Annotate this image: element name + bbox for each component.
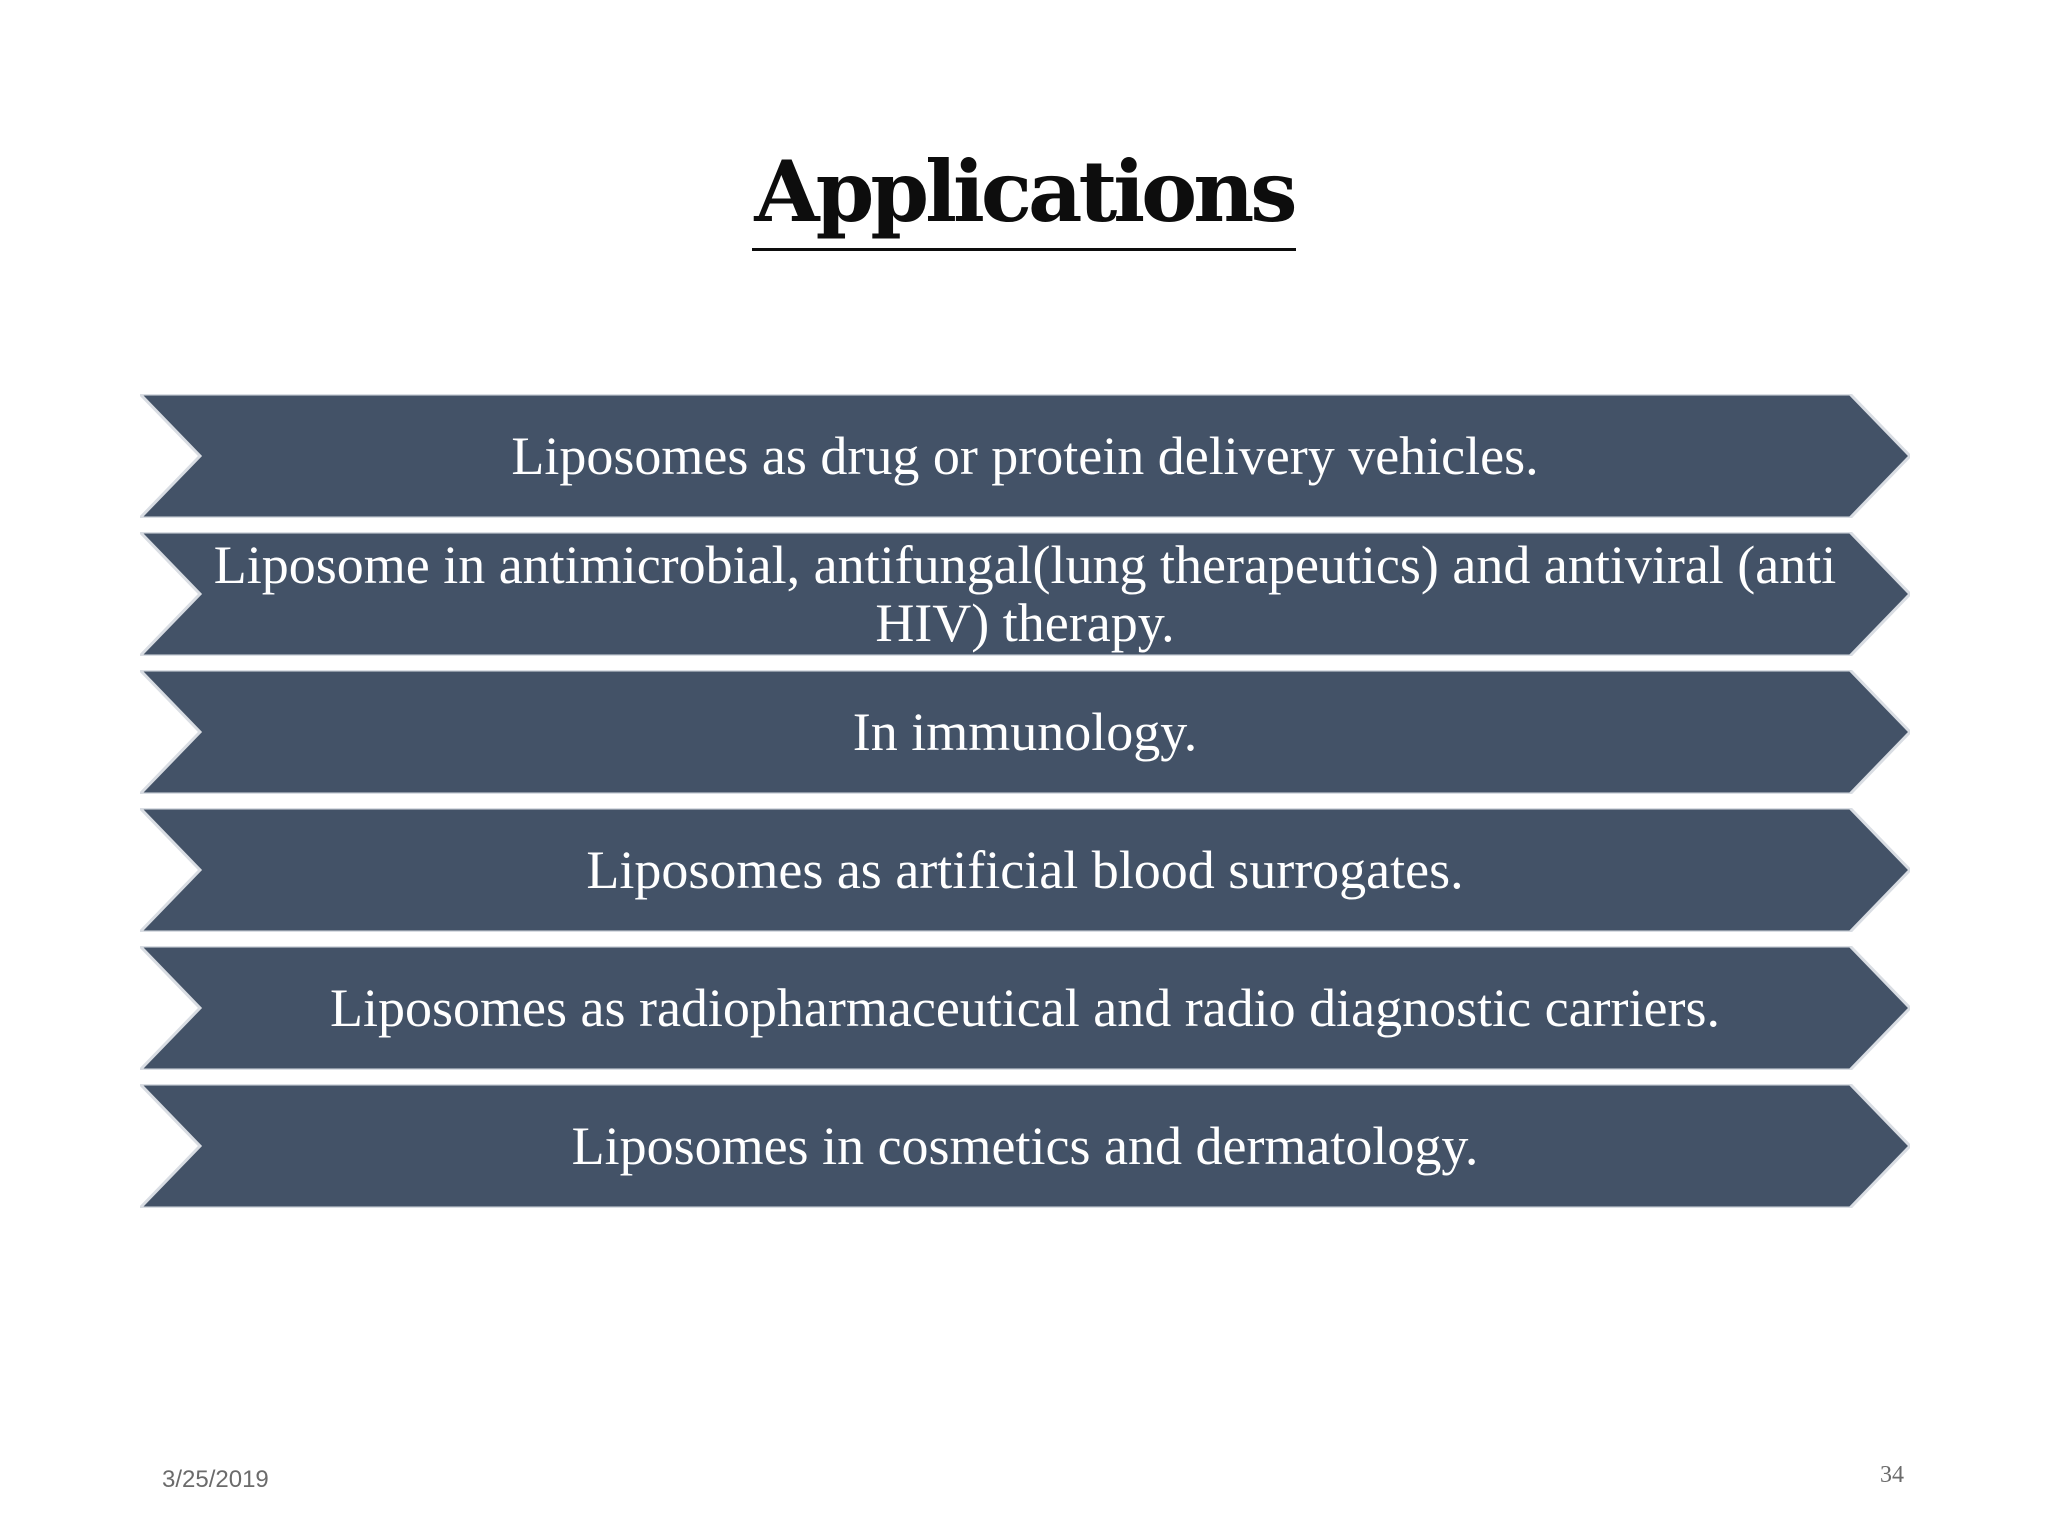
chevron-item	[140, 946, 1910, 1070]
chevron-label: Liposomes as artificial blood surrogates.	[586, 840, 1464, 900]
chevron-item	[140, 1084, 1910, 1208]
chevron-label: Liposomes as radiopharmaceutical and radio diagnostic carriers.	[330, 978, 1720, 1038]
footer-date: 3/25/2019	[162, 1466, 269, 1493]
chevron-list	[140, 394, 1910, 1222]
slide-title	[0, 132, 2048, 252]
chevron-label: In immunology.	[852, 702, 1198, 762]
chevron-item	[140, 808, 1910, 932]
chevron-item	[140, 394, 1910, 518]
chevron-item	[140, 670, 1910, 794]
chevron-label: Liposomes as drug or protein delivery vehicles.	[511, 426, 1539, 486]
page-number: 34	[1880, 1462, 1904, 1488]
chevron-item	[140, 532, 1910, 656]
chevron-label: Liposomes in cosmetics and dermatology.	[571, 1116, 1479, 1176]
slide-title-text: Applications	[752, 140, 1295, 251]
chevron-label: Liposome in antimicrobial, antifungal(lung therapeutics) and antiviral (anti HIV) therapy.	[213, 535, 1837, 653]
